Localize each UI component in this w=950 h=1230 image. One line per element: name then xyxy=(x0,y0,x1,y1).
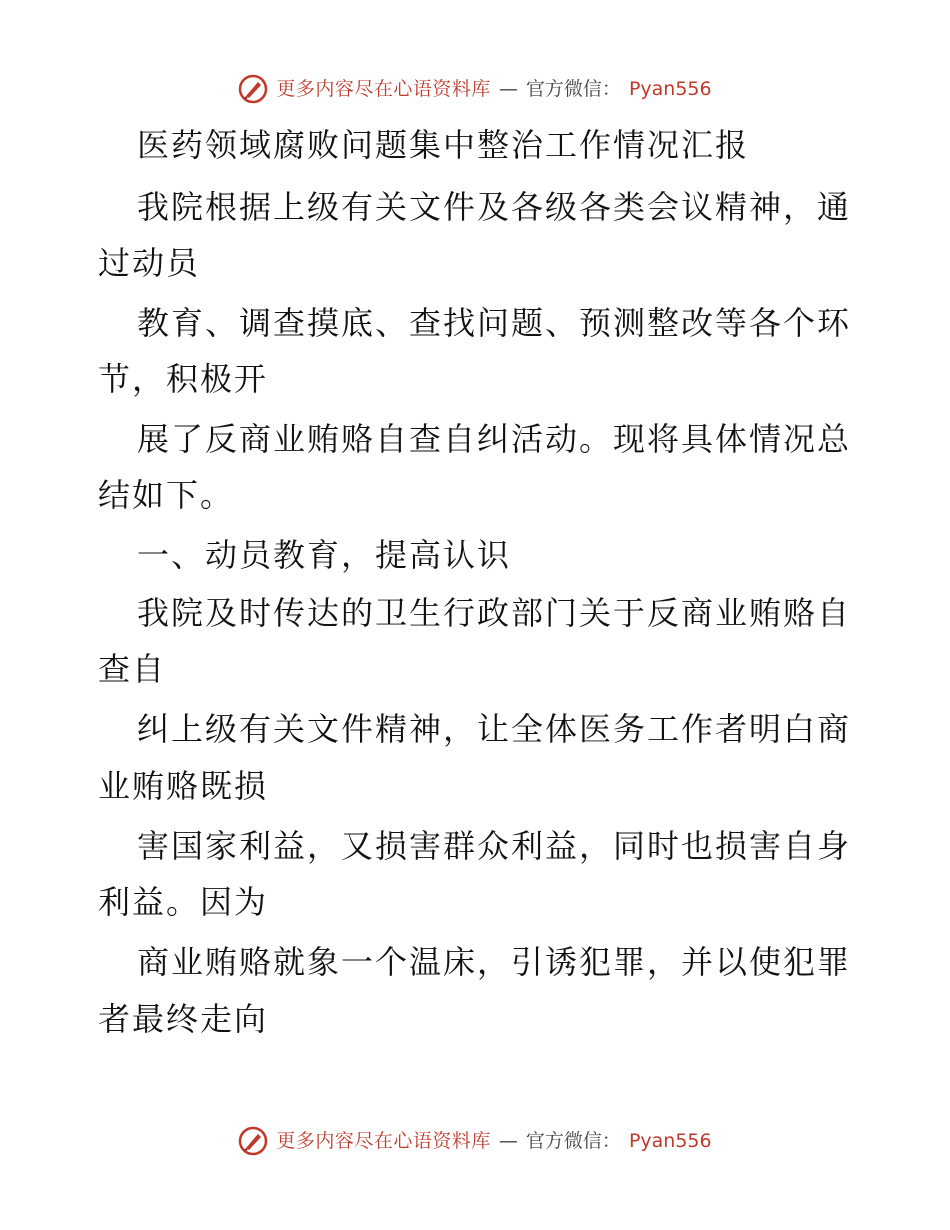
watermark-dash: — xyxy=(498,1130,518,1152)
watermark-main-text: 更多内容尽在心语资料库 xyxy=(276,1130,491,1152)
watermark-dash: — xyxy=(498,78,518,100)
watermark-id: Pyan556 xyxy=(628,78,712,100)
paragraph-line: 纠上级有关文件精神，让全体医务工作者明白商 xyxy=(137,710,852,748)
paragraph-line: 节，积极开 xyxy=(98,360,269,398)
paragraph-line: 查自 xyxy=(98,650,167,688)
watermark-main-text: 更多内容尽在心语资料库 xyxy=(276,78,491,100)
header-watermark xyxy=(0,74,950,104)
paragraph-line: 展了反商业贿赂自查自纠活动。现将具体情况总 xyxy=(137,420,852,458)
paragraph-line: 商业贿赂就象一个温床，引诱犯罪，并以使犯罪 xyxy=(137,943,852,981)
footer-watermark xyxy=(0,1126,950,1156)
quill-logo-icon xyxy=(238,74,268,104)
document-title: 医药领域腐败问题集中整治工作情况汇报 xyxy=(137,126,750,164)
paragraph-line: 结如下。 xyxy=(98,476,235,514)
paragraph-line: 害国家利益，又损害群众利益，同时也损害自身 xyxy=(137,827,852,865)
paragraph-line: 业贿赂既损 xyxy=(98,767,269,805)
watermark-id: Pyan556 xyxy=(628,1130,712,1152)
paragraph-line: 我院根据上级有关文件及各级各类会议精神，通 xyxy=(137,188,852,226)
paragraph-line: 我院及时传达的卫生行政部门关于反商业贿赂自 xyxy=(137,594,852,632)
quill-logo-icon xyxy=(238,1126,268,1156)
paragraph-line: 利益。因为 xyxy=(98,883,269,921)
paragraph-line: 过动员 xyxy=(98,244,201,282)
watermark-label: 官方微信： xyxy=(525,78,621,100)
paragraph-line: 者最终走向 xyxy=(98,1000,269,1038)
section-heading: 一、动员教育，提高认识 xyxy=(137,536,512,574)
paragraph-line: 教育、调查摸底、查找问题、预测整改等各个环 xyxy=(137,304,852,342)
watermark-label: 官方微信： xyxy=(525,1130,621,1152)
